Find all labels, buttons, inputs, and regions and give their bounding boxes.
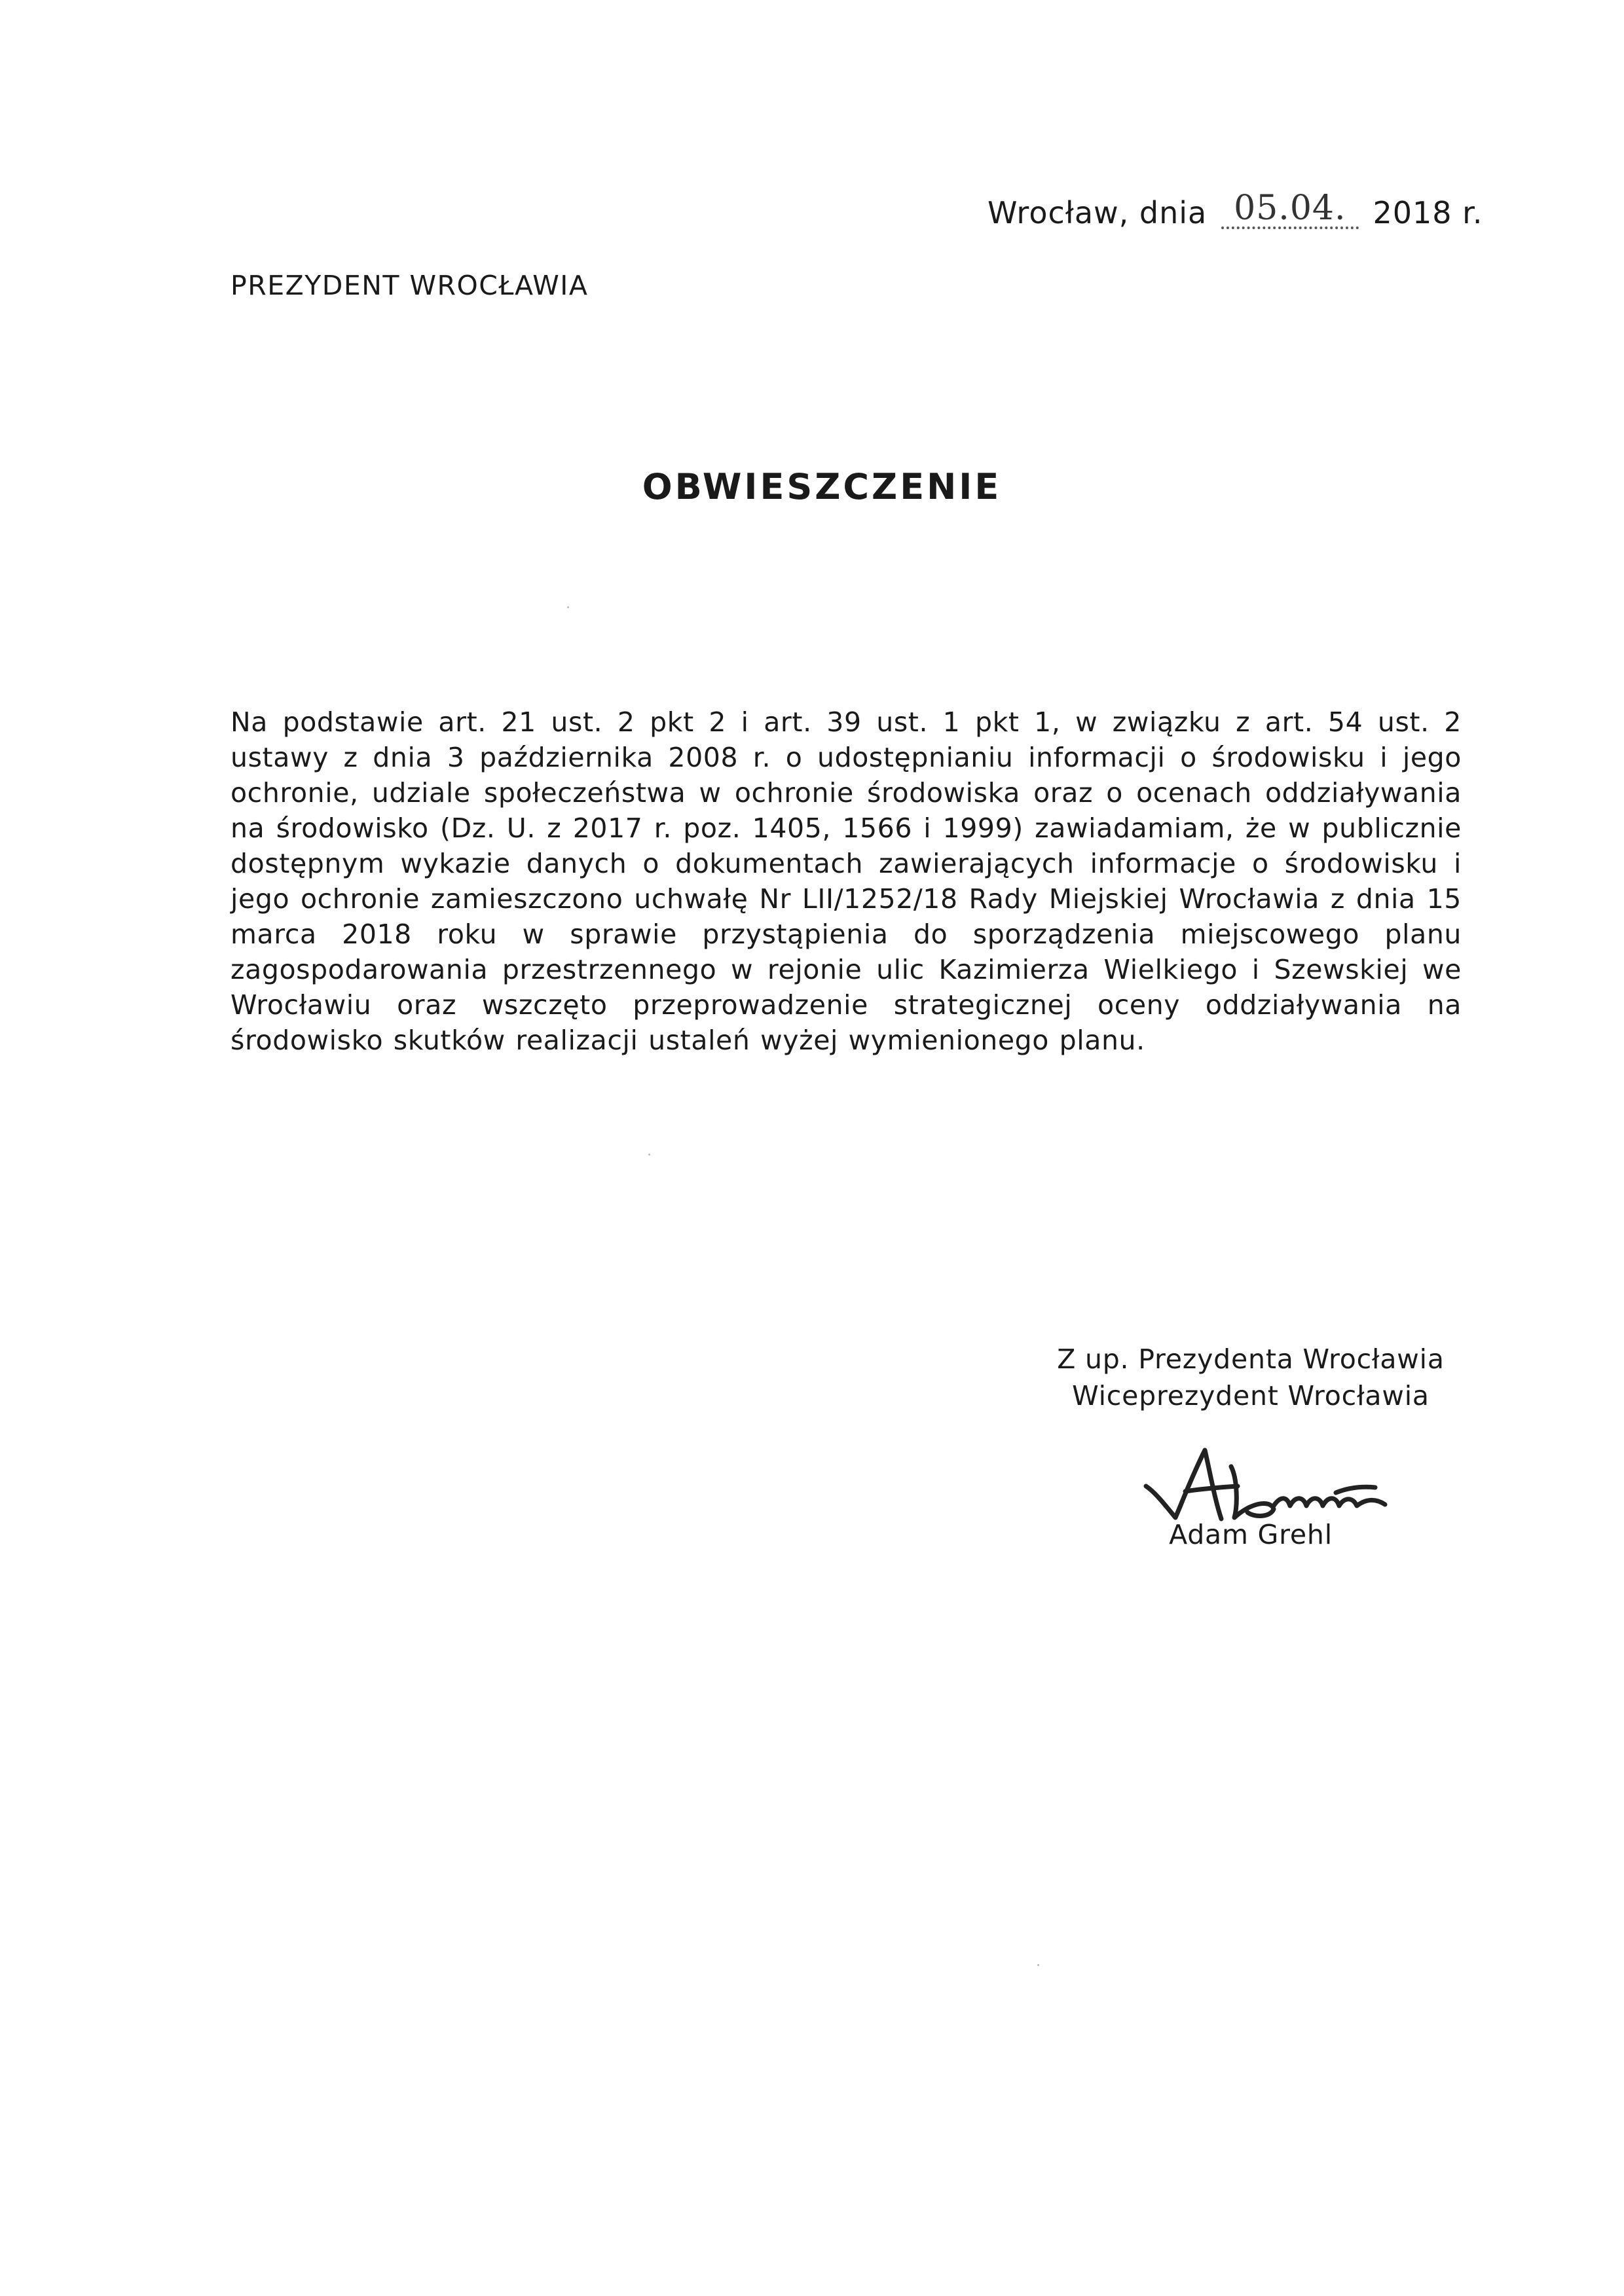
date-prefix: Wrocław, dnia bbox=[987, 195, 1208, 230]
announcement-body: Na podstawie art. 21 ust. 2 pkt 2 i art. 39 ust. 1 pkt 1, w związku z art. 54 ust. 2 ustawy z dnia 3 października 2008 r. o udostępnianiu informacji o środowisku i jego ochronie, udziale społeczeństwa w ochronie środowiska oraz o ocenach oddziaływania na środowisko (Dz. U. z 2017 r. poz. 1405, 1566 i 1999) zawiadamiam, że w publicznie dostępnym wykazie danych o dokumentach zawierających informacje o środowisku i jego ochronie zamieszczono uchwałę Nr LII/1252/18 Rady Miejskiej Wrocławia z dnia 15 marca 2018 roku w sprawie przystąpienia do sporządzenia miejscowego planu zagospodarowania przestrzennego w rejonie ulic Kazimierza Wielkiego i Szewskiej we Wrocławiu oraz wszczęto przeprowadzenie strategicznej oceny oddziaływania na środowisko skutków realizacji ustaleń wyżej wymienionego planu. bbox=[231, 706, 1462, 1056]
scan-speck bbox=[648, 1154, 650, 1156]
issuer-heading: PREZYDENT WROCŁAWIA bbox=[231, 270, 589, 301]
signature-authority-line: Z up. Prezydenta Wrocławia bbox=[1057, 1343, 1445, 1375]
date-line bbox=[987, 189, 1483, 233]
scan-speck bbox=[567, 606, 569, 608]
date-suffix: 2018 r. bbox=[1373, 195, 1483, 230]
signature-block bbox=[982, 1341, 1519, 1414]
scan-speck bbox=[1037, 1964, 1039, 1966]
signer-name: Adam Grehl bbox=[1169, 1519, 1333, 1550]
document-title: OBWIESZCZENIE bbox=[642, 466, 1002, 507]
signature-title-line: Wiceprezydent Wrocławia bbox=[1072, 1380, 1430, 1412]
handwritten-signature bbox=[1139, 1440, 1428, 1532]
handwritten-date: 05.04. bbox=[1221, 191, 1359, 229]
